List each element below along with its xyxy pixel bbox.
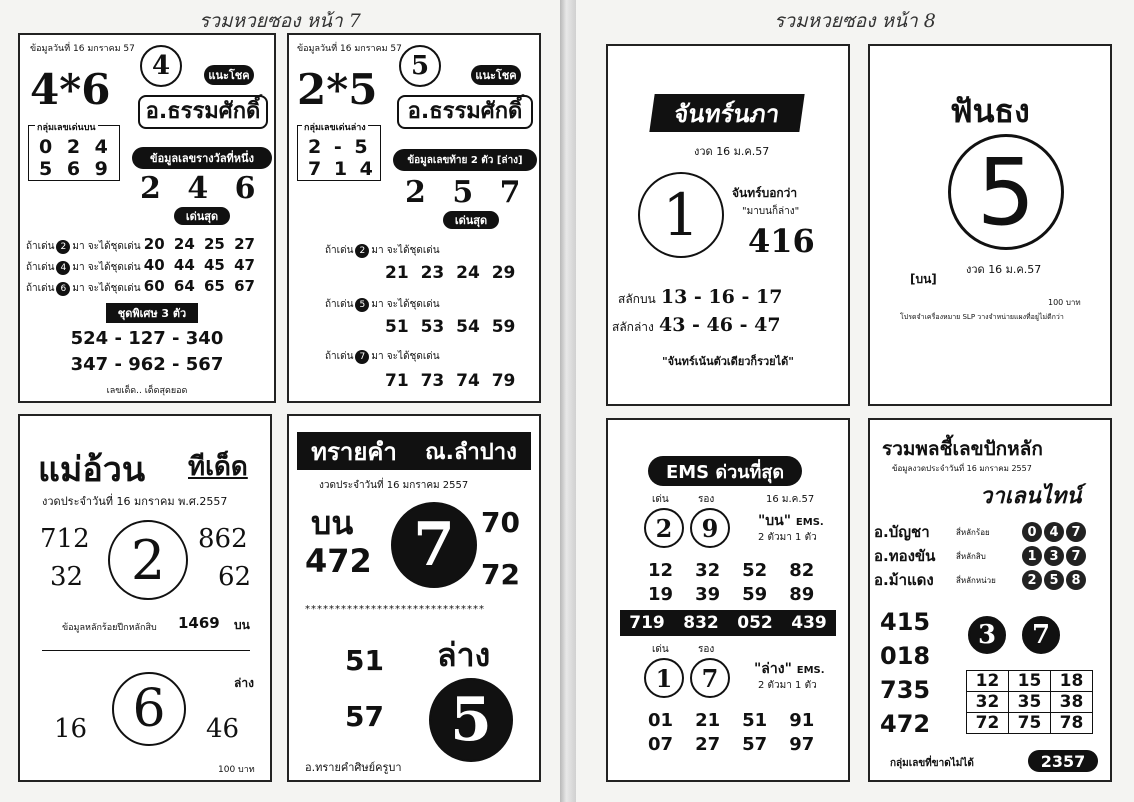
number-row: 07 27 57 97 xyxy=(648,734,815,755)
date: ข้อมูลวันที่ 16 มกราคม 57 xyxy=(30,44,135,54)
number-row: 01 21 51 91 xyxy=(648,710,815,731)
panel-title: แม่อ้วน xyxy=(38,450,146,490)
col-label-main: เด่น xyxy=(652,494,669,505)
panel-title-2: ณ.ลำปาง xyxy=(425,439,517,465)
panel-ems xyxy=(606,418,850,782)
panel-title: EMS ด่วนที่สุด xyxy=(648,456,802,486)
panel-thammasak-bottom xyxy=(287,33,541,403)
main-number: 416 xyxy=(748,222,815,260)
badge-name: อ.ธรรมศักดิ์ xyxy=(397,95,533,129)
bottom-right-num: 46 xyxy=(206,714,240,744)
info: ข้อมูลหลักร้อยปีกหลักสิบ xyxy=(62,623,157,633)
subtitle: วาเลนไทน์ xyxy=(980,484,1082,509)
combo-line: ถ้าเด่น 6 มา จะได้ชุดเด่น 60 64 65 67 xyxy=(26,277,255,295)
big-number: 4*6 xyxy=(30,65,111,114)
badge-number: 5 xyxy=(399,45,441,87)
info-number: 1469 xyxy=(178,614,220,632)
badge-tag: แนะโชค xyxy=(471,65,521,85)
group-row: 0 2 4 xyxy=(39,136,112,158)
col-label-main: เด่น xyxy=(652,644,669,655)
best-pill: เด่นสุด xyxy=(443,211,499,229)
date: งวด 16 ม.ค.57 xyxy=(694,145,770,158)
combo-nums: 71 73 74 79 xyxy=(385,371,516,391)
footer: กลุ่มเลขที่ขาดไม่ได้ xyxy=(890,758,974,769)
combo-line: ถ้าเด่น 7 มา จะได้ชุดเด่น xyxy=(325,351,440,362)
page-title: รวมหวยซอง หน้า 8 xyxy=(774,10,936,32)
quote: "มาบนก็ล่าง" xyxy=(742,206,800,217)
label-lang: ล่าง xyxy=(437,636,491,674)
special-bar: ชุดพิเศษ 3 ตัว xyxy=(106,303,198,323)
number-70: 70 xyxy=(481,506,520,539)
moon-says: จันทร์บอกว่า xyxy=(732,186,798,200)
panel-thammasak-top xyxy=(18,33,276,403)
footer: "จันทร์เน้นตัวเดียวก็รวยได้" xyxy=(661,355,795,368)
combo-line: ถ้าเด่น 5 มา จะได้ชุดเด่น xyxy=(325,299,440,310)
star-divider: ****************************** xyxy=(305,604,485,615)
right-page xyxy=(576,0,1134,802)
row-top: สลักบน 13 - 16 - 17 xyxy=(618,286,783,308)
group-row: 5 6 9 xyxy=(39,158,112,180)
left-num-2: 32 xyxy=(50,562,84,592)
panel-title: ฟันธง xyxy=(950,92,1030,130)
date: ข้อมูลงวดประจำวันที่ 16 มกราคม 2557 xyxy=(892,464,1032,473)
badge-number: 4 xyxy=(140,45,182,87)
big-circle: 7 xyxy=(391,502,477,588)
combo-nums: 51 53 54 59 xyxy=(385,317,516,337)
panel-fan-thong xyxy=(868,44,1112,406)
teacher-row: อ.ม้าแดง สี่หลักหน่วย 2 5 8 xyxy=(874,568,1086,592)
group-row: 7 1 4 xyxy=(308,158,376,180)
list-number: 472 xyxy=(880,710,931,738)
desc: 2 ตัวมา 1 ตัว xyxy=(758,532,817,543)
title-bar xyxy=(297,432,531,470)
page-title: รวมหวยซอง หน้า 7 xyxy=(199,10,361,32)
pair-left: 3 xyxy=(968,616,1006,654)
label-bon: [บน] xyxy=(910,272,937,286)
info-pill: ข้อมูลเลขท้าย 2 ตัว [ล่าง] xyxy=(393,149,537,171)
note: โปรดจำเครื่องหมาย SLP วางจำหน่ายแผงที่อยู่ไม่ดีกว่า xyxy=(900,313,1064,321)
number-row: 12 32 52 82 xyxy=(648,560,815,581)
best-pill: เด่นสุด xyxy=(174,207,230,225)
list-number: 415 xyxy=(880,608,931,636)
right-num-1: 862 xyxy=(198,524,248,554)
row-bottom: สลักล่าง 43 - 46 - 47 xyxy=(612,314,781,336)
number-72: 72 xyxy=(481,558,520,591)
main-number: 2 4 6 xyxy=(140,171,264,206)
tag-lang: "ล่าง" EMS. xyxy=(754,661,825,677)
combo-line: ถ้าเด่น 2 มา จะได้ชุดเด่น xyxy=(325,245,440,256)
big-circle: 5 xyxy=(948,134,1064,250)
footer: เลขเด็ด.. เด็ดสุดยอด xyxy=(106,386,188,396)
left-page xyxy=(0,0,560,802)
combo-nums: 21 23 24 29 xyxy=(385,263,516,283)
bottom-circle: 6 xyxy=(112,672,186,746)
pair-right: 7 xyxy=(1022,616,1060,654)
date: งวด 16 ม.ค.57 xyxy=(966,263,1042,276)
main-number: 2 5 7 xyxy=(405,175,529,210)
panel-title: รวมพลชี้เลขปักหลัก xyxy=(882,438,1043,460)
highlight-bar: 719 832 052 439 xyxy=(620,610,836,636)
top-circle-second: 9 xyxy=(690,508,730,548)
info-pill: ข้อมูลเลขรางวัลที่หนึ่ง xyxy=(132,147,272,169)
divider xyxy=(42,650,250,651)
number-57: 57 xyxy=(345,700,384,733)
date: งวดประจำวันที่ 16 มกราคม พ.ศ.2557 xyxy=(42,495,228,508)
label-bon: บน xyxy=(234,618,250,632)
list-number: 735 xyxy=(880,676,931,704)
bottom-circle-second: 7 xyxy=(690,658,730,698)
panel-title-2: ทีเด็ด xyxy=(188,452,248,482)
number-row: 19 39 59 89 xyxy=(648,584,815,605)
group-label: กลุ่มเลขเด่นล่าง xyxy=(302,120,368,134)
center-circle: 2 xyxy=(108,520,188,600)
right-num-2: 62 xyxy=(218,562,252,592)
year-badge: 2357 xyxy=(1028,750,1098,772)
label-bon: บน xyxy=(311,504,354,542)
date: ข้อมูลวันที่ 16 มกราคม 57 xyxy=(297,44,402,54)
badge-name: อ.ธรรมศักดิ์ xyxy=(138,95,268,129)
left-num-1: 712 xyxy=(40,524,90,554)
group-row: 2 - 5 xyxy=(308,136,371,158)
panel-title: จันทร์นภา xyxy=(649,94,804,132)
col-label-second: รอง xyxy=(698,494,715,505)
col-label-second: รอง xyxy=(698,644,715,655)
list-number: 018 xyxy=(880,642,931,670)
panel-sai-kham xyxy=(287,414,541,782)
bottom-left-num: 16 xyxy=(54,714,88,744)
panel-chan-napa xyxy=(606,44,850,406)
price: 100 บาท xyxy=(218,765,255,775)
badge-tag: แนะโชค xyxy=(204,65,254,85)
date: 16 ม.ค.57 xyxy=(766,494,815,505)
special-row: 524 - 127 - 340 xyxy=(70,328,224,349)
top-circle-main: 2 xyxy=(644,508,684,548)
teacher-row: อ.บัญชา สี่หลักร้อย 0 4 7 xyxy=(874,520,1086,544)
big-circle-2: 5 xyxy=(429,678,513,762)
teacher-row: อ.ทองขัน สี่หลักสิบ 1 3 7 xyxy=(874,544,1086,568)
big-circle: 1 xyxy=(638,172,724,258)
footer: อ.ทรายคำศิษย์ครูบา xyxy=(305,761,402,774)
number-51: 51 xyxy=(345,644,384,677)
combo-line: ถ้าเด่น 2 มา จะได้ชุดเด่น 20 24 25 27 xyxy=(26,235,255,253)
label-lang: ล่าง xyxy=(234,676,254,690)
panel-ruam-phon xyxy=(868,418,1112,782)
panel-title: ทรายคำ xyxy=(311,437,397,466)
group-box xyxy=(28,125,120,181)
book-gutter xyxy=(560,0,576,802)
bottom-circle-main: 1 xyxy=(644,658,684,698)
combo-line: ถ้าเด่น 4 มา จะได้ชุดเด่น 40 44 45 47 xyxy=(26,256,255,274)
panel-mae-auan xyxy=(18,414,272,782)
big-number: 2*5 xyxy=(297,65,378,114)
number-grid: 12 15 18 32 35 38 72 75 78 xyxy=(966,670,1093,734)
desc: 2 ตัวมา 1 ตัว xyxy=(758,680,817,691)
price: 100 บาท xyxy=(1048,298,1081,307)
tag-bon: "บน" EMS. xyxy=(758,513,824,529)
date: งวดประจำวันที่ 16 มกราคม 2557 xyxy=(319,480,469,491)
group-label: กลุ่มเลขเด่นบน xyxy=(35,120,98,134)
group-box xyxy=(297,125,381,181)
bon-number: 472 xyxy=(305,542,372,580)
special-row: 347 - 962 - 567 xyxy=(70,354,224,375)
